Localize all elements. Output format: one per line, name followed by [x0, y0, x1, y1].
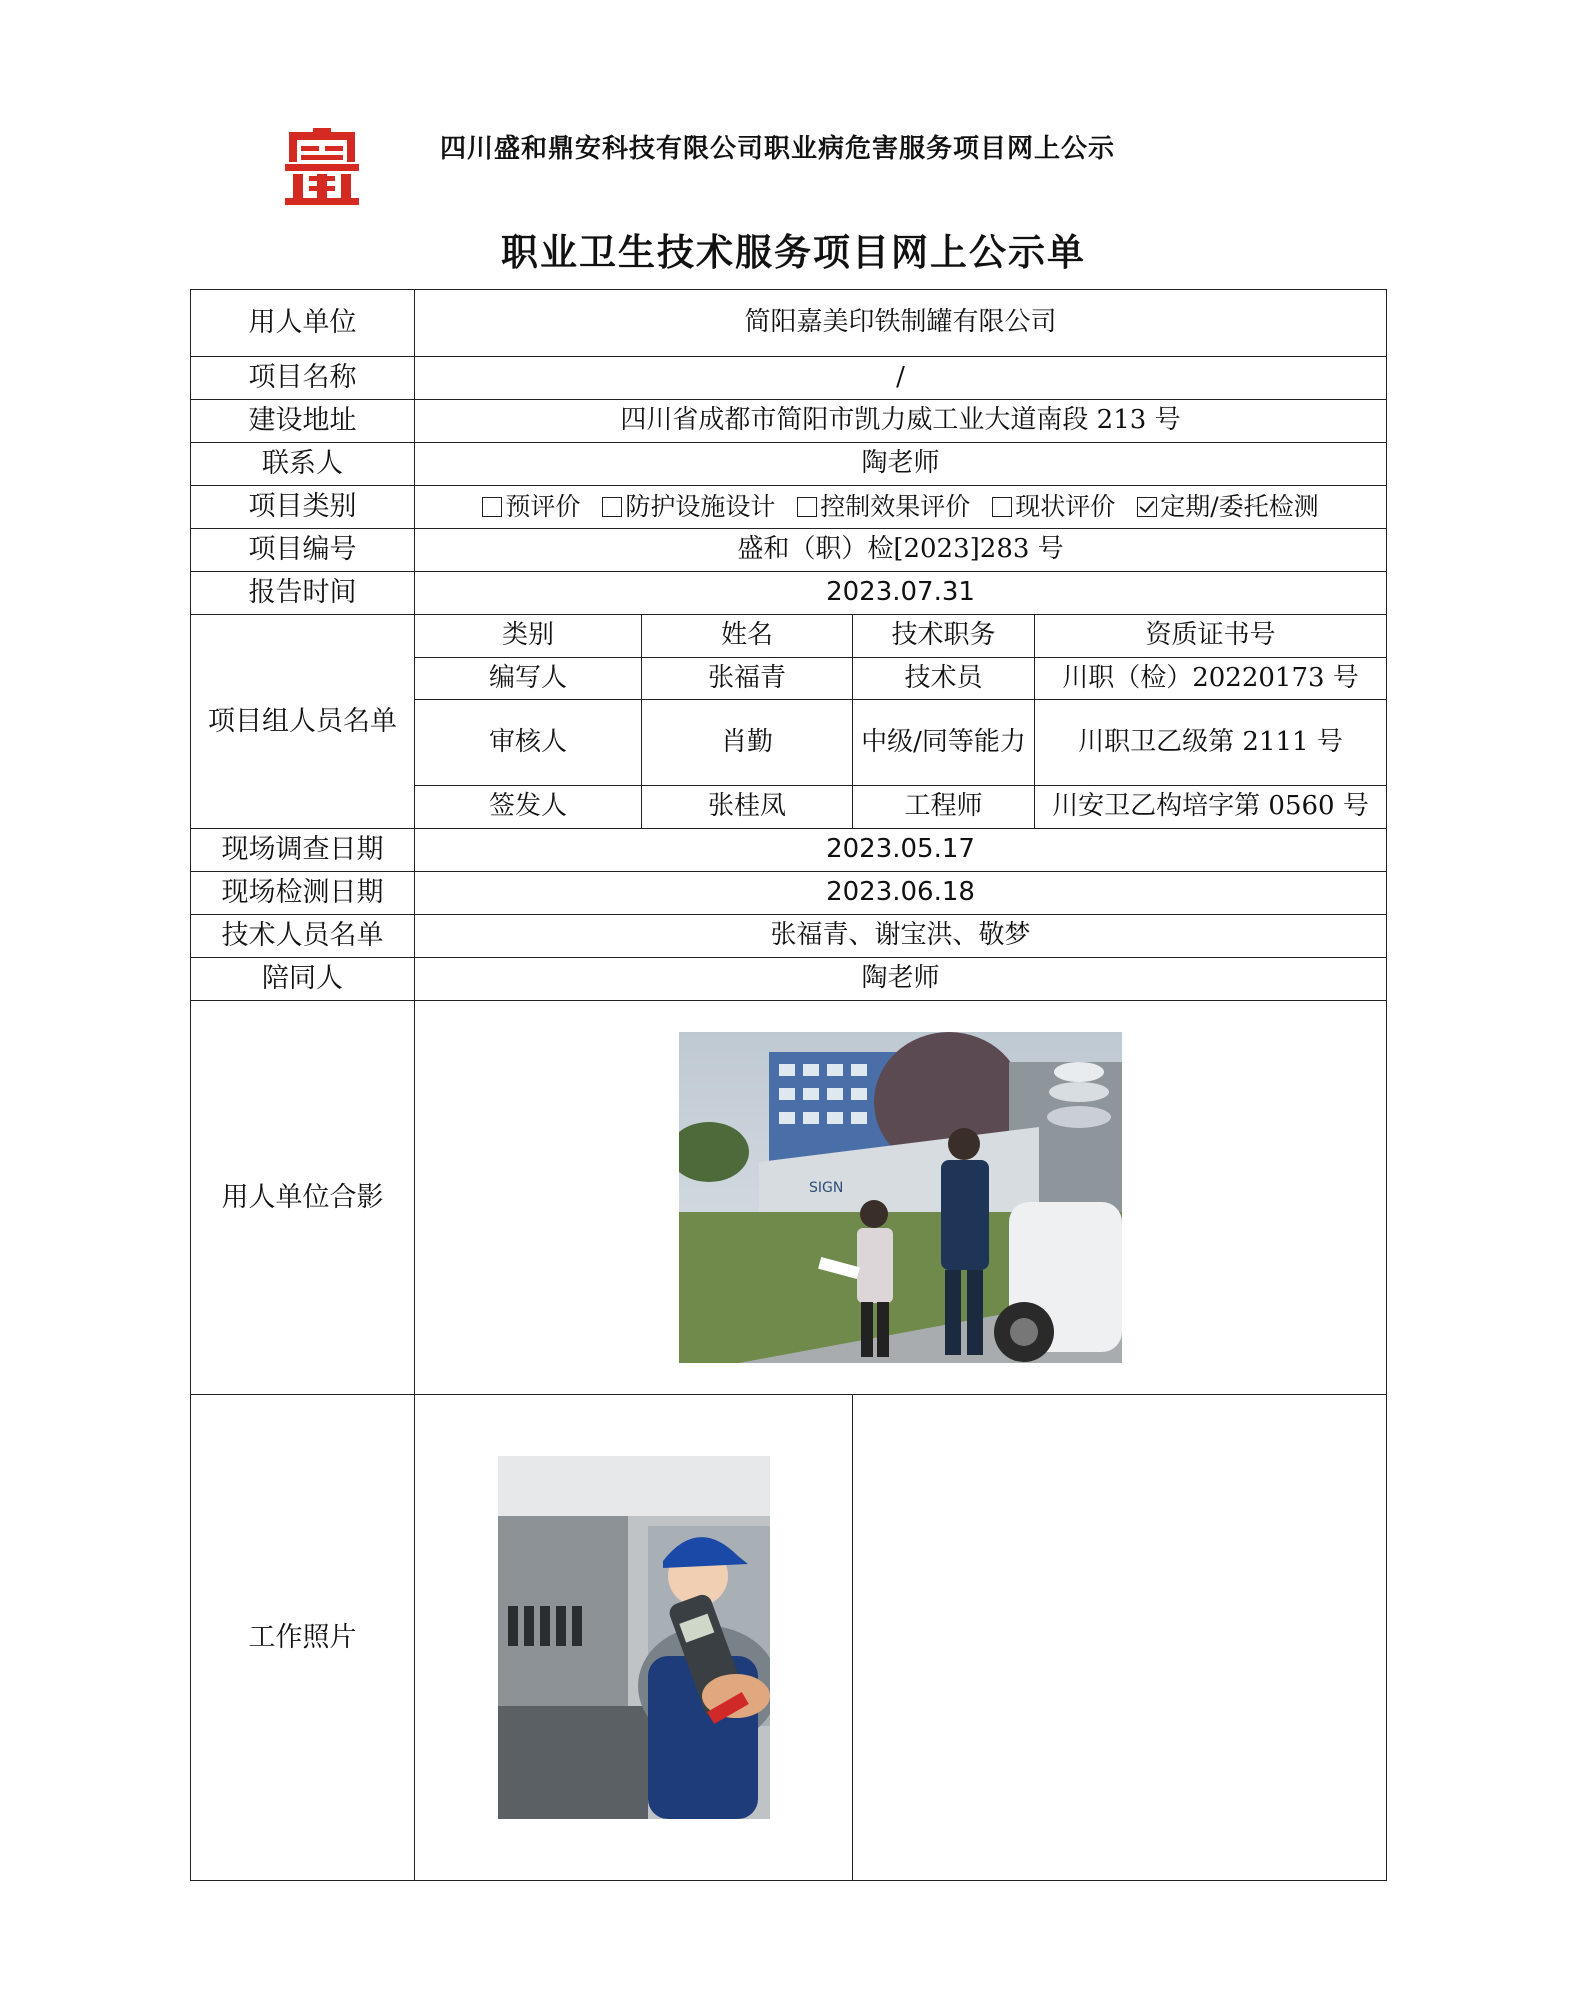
team-header-row: [191, 615, 1387, 658]
report-date-value: 2023.07.31: [415, 572, 1387, 615]
member-role: 编写人: [415, 658, 642, 700]
member-role: 审核人: [415, 700, 642, 786]
member-name: 肖勤: [642, 700, 853, 786]
technicians-label: 技术人员名单: [191, 915, 415, 958]
project-name-label: 项目名称: [191, 357, 415, 400]
member-name: 张桂凤: [642, 786, 853, 829]
work-photo: [498, 1456, 770, 1819]
member-title: 中级/同等能力: [853, 700, 1035, 786]
contact-label: 联系人: [191, 443, 415, 486]
row-category: [191, 486, 1387, 529]
checkbox-icon[interactable]: [482, 497, 502, 517]
survey-date-value: 2023.05.17: [415, 829, 1387, 872]
row-test-date: [191, 872, 1387, 915]
member-title: 技术员: [853, 658, 1035, 700]
member-cert: 川安卫乙构培字第 0560 号: [1035, 786, 1387, 829]
technicians-value: 张福青、谢宝洪、敬梦: [415, 915, 1387, 958]
test-date-label: 现场检测日期: [191, 872, 415, 915]
member-title: 工程师: [853, 786, 1035, 829]
category-options: [415, 486, 1387, 529]
team-header-cert: 资质证书号: [1035, 615, 1387, 658]
disclosure-form: [190, 289, 1387, 1881]
organization-title: 四川盛和鼎安科技有限公司职业病危害服务项目网上公示: [440, 134, 1116, 164]
checkbox-icon[interactable]: [797, 497, 817, 517]
member-role: 签发人: [415, 786, 642, 829]
contact-value: 陶老师: [415, 443, 1387, 486]
row-contact: [191, 443, 1387, 486]
category-label: 项目类别: [191, 486, 415, 529]
project-number-value: 盛和（职）检[2023]283 号: [415, 529, 1387, 572]
member-cert: 川职（检）20220173 号: [1035, 658, 1387, 700]
row-escort: [191, 958, 1387, 1001]
team-label: 项目组人员名单: [191, 615, 415, 829]
project-name-value: /: [415, 357, 1387, 400]
option-pre-evaluation[interactable]: 预评价: [482, 491, 580, 524]
row-report-date: [191, 572, 1387, 615]
group-photo: [679, 1032, 1122, 1363]
row-project-number: [191, 529, 1387, 572]
work-photo-label: 工作照片: [191, 1395, 415, 1881]
row-survey-date: [191, 829, 1387, 872]
address-value: 四川省成都市简阳市凯力威工业大道南段 213 号: [415, 400, 1387, 443]
test-date-value: 2023.06.18: [415, 872, 1387, 915]
row-work-photo: [191, 1395, 1387, 1881]
option-periodic-testing[interactable]: 定期/委托检测: [1137, 491, 1318, 524]
employer-label: 用人单位: [191, 290, 415, 357]
work-photo-empty-cell: [853, 1395, 1387, 1881]
row-project-name: [191, 357, 1387, 400]
checkbox-checked-icon[interactable]: [1137, 497, 1157, 517]
option-control-effect[interactable]: 控制效果评价: [797, 491, 970, 524]
team-header-role: 类别: [415, 615, 642, 658]
svg-text:SIGN: SIGN: [809, 1180, 844, 1196]
row-group-photo: [191, 1001, 1387, 1395]
document-title: 职业卫生技术服务项目网上公示单: [501, 230, 1086, 274]
project-number-label: 项目编号: [191, 529, 415, 572]
option-status-evaluation[interactable]: 现状评价: [992, 491, 1115, 524]
team-header-name: 姓名: [642, 615, 853, 658]
employer-value: 简阳嘉美印铁制罐有限公司: [415, 290, 1387, 357]
work-photo-cell: [415, 1395, 853, 1881]
team-header-title: 技术职务: [853, 615, 1035, 658]
member-name: 张福青: [642, 658, 853, 700]
escort-value: 陶老师: [415, 958, 1387, 1001]
report-date-label: 报告时间: [191, 572, 415, 615]
company-logo: [283, 128, 361, 206]
address-label: 建设地址: [191, 400, 415, 443]
option-protection-design[interactable]: 防护设施设计: [602, 491, 775, 524]
escort-label: 陪同人: [191, 958, 415, 1001]
checkbox-icon[interactable]: [992, 497, 1012, 517]
row-technicians: [191, 915, 1387, 958]
survey-date-label: 现场调查日期: [191, 829, 415, 872]
member-cert: 川职卫乙级第 2111 号: [1035, 700, 1387, 786]
checkbox-icon[interactable]: [602, 497, 622, 517]
group-photo-cell: [415, 1001, 1387, 1395]
row-employer: [191, 290, 1387, 357]
row-address: [191, 400, 1387, 443]
group-photo-label: 用人单位合影: [191, 1001, 415, 1395]
